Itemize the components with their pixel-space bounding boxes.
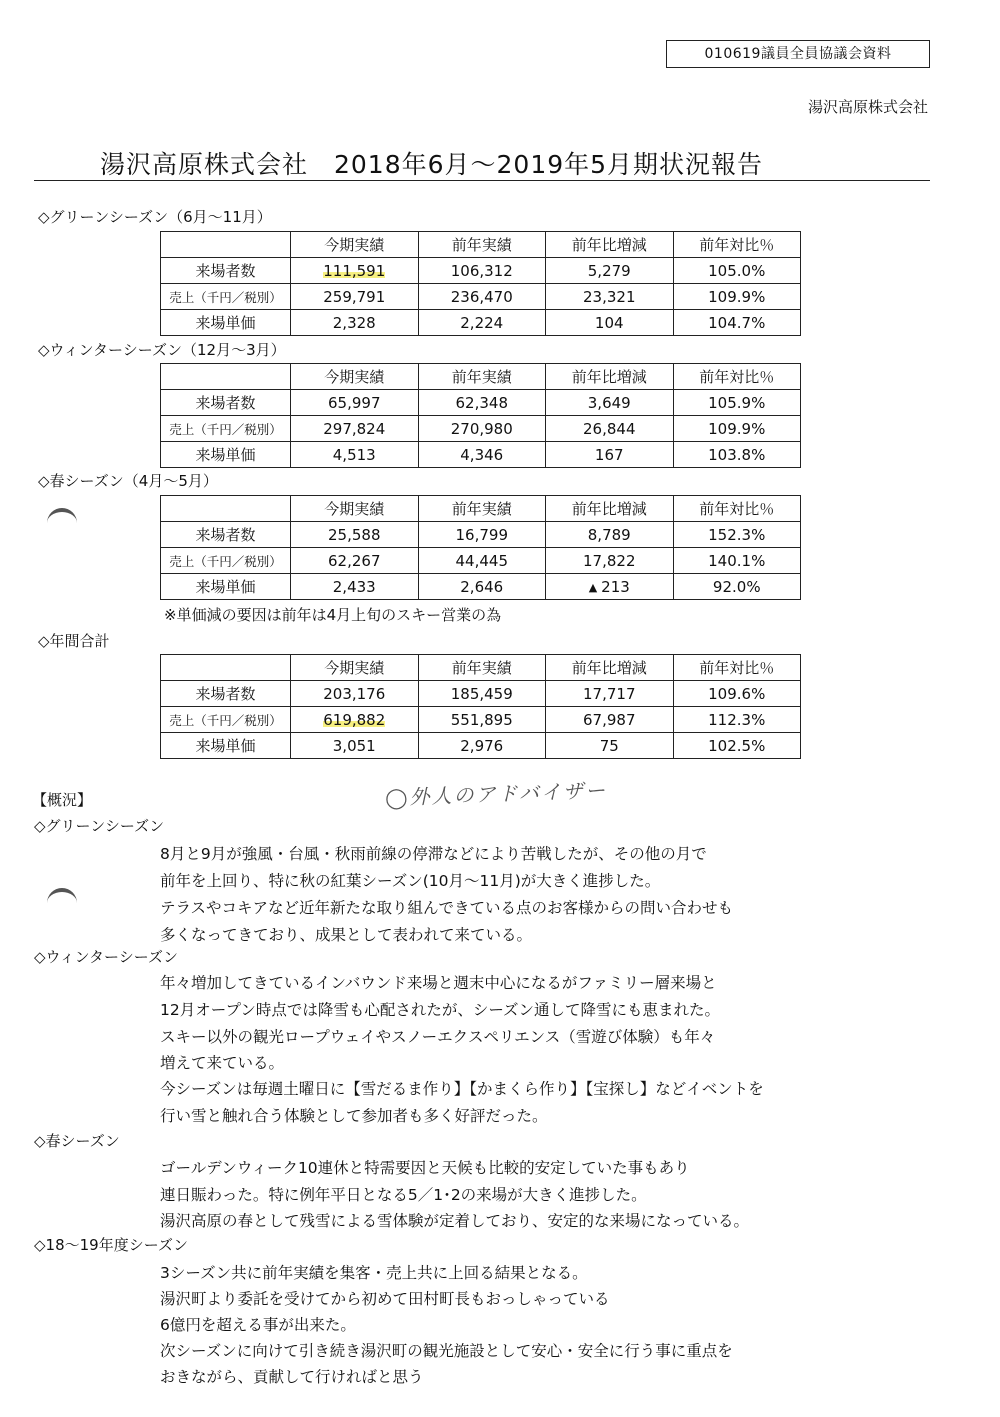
overview-winter-line: 行い雪と触れ合う体験として参加者も多く好評だった。 bbox=[160, 1107, 548, 1125]
overview-fy-heading: ◇18～19年度シーズン bbox=[34, 1236, 188, 1254]
overview-fy-line: 6億円を超える事が出来た。 bbox=[160, 1316, 356, 1334]
overview-fy-line: 湯沢町より委託を受けてから初めて田村町長もおっしゃっている bbox=[160, 1290, 610, 1308]
header-cell: 今期実績 bbox=[291, 655, 419, 681]
table-cell: 102.5% bbox=[673, 733, 801, 759]
table-cell: 105.9% bbox=[673, 390, 801, 416]
overview-green-line: テラスやコキアなど近年新たな取り組んできている点のお客様からの問い合わせも bbox=[160, 899, 734, 917]
table-cell: 185,459 bbox=[418, 681, 546, 707]
section-label-spring: ◇春シーズン（4月～5月） bbox=[38, 472, 218, 490]
table-cell: 109.6% bbox=[673, 681, 801, 707]
table-row bbox=[161, 574, 801, 600]
header-cell bbox=[161, 655, 291, 681]
table-cell: 5,279 bbox=[546, 258, 674, 284]
document-tag: 010619議員全員協議会資料 bbox=[666, 40, 930, 68]
table-cell: 203,176 bbox=[291, 681, 419, 707]
table-cell: 104 bbox=[546, 310, 674, 336]
overview-heading: 【概況】 bbox=[32, 791, 93, 809]
overview-spring-line: 連日賑わった。特に例年平日となる5／1･2の来場が大きく進捗した。 bbox=[160, 1186, 647, 1204]
table-row bbox=[161, 310, 801, 336]
header-cell bbox=[161, 496, 291, 522]
table-cell: 62,348 bbox=[418, 390, 546, 416]
table-header-row bbox=[161, 655, 801, 681]
table-row bbox=[161, 258, 801, 284]
section-label-annual: ◇年間合計 bbox=[38, 632, 110, 650]
header-cell: 前年比増減 bbox=[546, 364, 674, 390]
row-label: 来場者数 bbox=[161, 390, 291, 416]
spring-note: ※単価減の要因は前年は4月上旬のスキー営業の為 bbox=[164, 606, 502, 624]
row-label: 売上（千円／税別） bbox=[161, 548, 291, 574]
overview-winter-line: 増えて来ている。 bbox=[160, 1054, 285, 1072]
table-row bbox=[161, 390, 801, 416]
table-cell: 17,717 bbox=[546, 681, 674, 707]
row-label: 売上（千円／税別） bbox=[161, 707, 291, 733]
table-cell bbox=[291, 707, 419, 733]
table-row bbox=[161, 548, 801, 574]
table-cell: 17,822 bbox=[546, 548, 674, 574]
table-cell: 104.7% bbox=[673, 310, 801, 336]
table-cell: 2,224 bbox=[418, 310, 546, 336]
table-cell: 26,844 bbox=[546, 416, 674, 442]
overview-fy-line: 3シーズン共に前年実績を集客・売上共に上回る結果となる。 bbox=[160, 1264, 588, 1282]
table-annual-total bbox=[160, 654, 801, 759]
table-cell: 3,051 bbox=[291, 733, 419, 759]
row-label: 売上（千円／税別） bbox=[161, 416, 291, 442]
company-name: 湯沢高原株式会社 bbox=[807, 98, 928, 116]
table-cell: 16,799 bbox=[418, 522, 546, 548]
header-cell: 今期実績 bbox=[291, 232, 419, 258]
section-label-winter: ◇ウィンターシーズン（12月～3月） bbox=[38, 341, 286, 359]
table-cell: 4,346 bbox=[418, 442, 546, 468]
table-cell: 297,824 bbox=[291, 416, 419, 442]
title-underline bbox=[34, 180, 930, 181]
header-cell: 前年対比％ bbox=[673, 232, 801, 258]
header-cell: 前年比増減 bbox=[546, 655, 674, 681]
punch-hole-icon bbox=[47, 508, 77, 538]
table-winter-season bbox=[160, 363, 801, 468]
header-cell: 前年対比％ bbox=[673, 496, 801, 522]
table-row bbox=[161, 522, 801, 548]
table-cell: 103.8% bbox=[673, 442, 801, 468]
table-cell: 44,445 bbox=[418, 548, 546, 574]
table-cell: 75 bbox=[546, 733, 674, 759]
overview-green-line: 前年を上回り、特に秋の紅葉シーズン(10月～11月)が大きく進捗した。 bbox=[160, 872, 661, 890]
table-cell: 92.0% bbox=[673, 574, 801, 600]
highlighted-value: 111,591 bbox=[323, 261, 386, 280]
overview-green-line: 8月と9月が強風・台風・秋雨前線の停滞などにより苦戦したが、その他の月で bbox=[160, 845, 707, 863]
table-cell bbox=[546, 574, 674, 600]
table-cell: 2,976 bbox=[418, 733, 546, 759]
table-cell: 3,649 bbox=[546, 390, 674, 416]
row-label: 来場者数 bbox=[161, 681, 291, 707]
table-cell: 23,321 bbox=[546, 284, 674, 310]
header-cell: 前年比増減 bbox=[546, 232, 674, 258]
table-header-row bbox=[161, 496, 801, 522]
table-cell: 109.9% bbox=[673, 284, 801, 310]
overview-winter-line: 今シーズンは毎週土曜日に【雪だるま作り】【かまくら作り】【宝探し】などイベントを bbox=[160, 1080, 764, 1098]
header-cell: 今期実績 bbox=[291, 496, 419, 522]
row-label: 売上（千円／税別） bbox=[161, 284, 291, 310]
overview-fy-line: おきながら、貢献して行ければと思う bbox=[160, 1368, 424, 1386]
row-label: 来場単価 bbox=[161, 442, 291, 468]
table-cell: 2,433 bbox=[291, 574, 419, 600]
row-label: 来場単価 bbox=[161, 574, 291, 600]
overview-winter-line: スキー以外の観光ロープウェイやスノーエクスペリエンス（雪遊び体験）も年々 bbox=[160, 1028, 716, 1046]
header-cell: 前年実績 bbox=[418, 232, 546, 258]
header-cell bbox=[161, 232, 291, 258]
overview-winter-line: 年々増加してきているインバウンド来場と週末中心になるがファミリー層来場と bbox=[160, 974, 717, 992]
header-cell: 今期実績 bbox=[291, 364, 419, 390]
header-cell: 前年実績 bbox=[418, 364, 546, 390]
table-spring-season bbox=[160, 495, 801, 600]
header-cell bbox=[161, 364, 291, 390]
table-row bbox=[161, 284, 801, 310]
table-cell: 2,646 bbox=[418, 574, 546, 600]
header-cell: 前年実績 bbox=[418, 655, 546, 681]
table-header-row bbox=[161, 232, 801, 258]
overview-spring-line: 湯沢高原の春として残雪による雪体験が定着しており、安定的な来場になっている。 bbox=[160, 1212, 750, 1230]
page-title: 湯沢高原株式会社 2018年6月～2019年5月期状況報告 bbox=[100, 150, 764, 179]
overview-fy-line: 次シーズンに向けて引き続き湯沢町の観光施設として安心・安全に行う事に重点を bbox=[160, 1342, 733, 1360]
table-cell: 8,789 bbox=[546, 522, 674, 548]
header-cell: 前年対比％ bbox=[673, 364, 801, 390]
negative-triangle-icon: ▲ bbox=[588, 580, 598, 594]
table-cell: 62,267 bbox=[291, 548, 419, 574]
row-label: 来場単価 bbox=[161, 733, 291, 759]
table-cell: 270,980 bbox=[418, 416, 546, 442]
overview-spring-heading: ◇春シーズン bbox=[34, 1132, 120, 1150]
overview-winter-line: 12月オープン時点では降雪も心配されたが、シーズン通して降雪にも恵まれた。 bbox=[160, 1001, 721, 1019]
table-cell: 140.1% bbox=[673, 548, 801, 574]
table-cell: 106,312 bbox=[418, 258, 546, 284]
table-cell: 109.9% bbox=[673, 416, 801, 442]
table-header-row bbox=[161, 364, 801, 390]
table-row bbox=[161, 416, 801, 442]
header-cell: 前年対比％ bbox=[673, 655, 801, 681]
table-cell: 167 bbox=[546, 442, 674, 468]
table-cell bbox=[291, 258, 419, 284]
highlighted-value: 619,882 bbox=[323, 710, 386, 729]
table-cell: 65,997 bbox=[291, 390, 419, 416]
table-cell: 259,791 bbox=[291, 284, 419, 310]
table-green-season bbox=[160, 231, 801, 336]
table-cell: 551,895 bbox=[418, 707, 546, 733]
table-cell: 2,328 bbox=[291, 310, 419, 336]
table-cell: 67,987 bbox=[546, 707, 674, 733]
table-row bbox=[161, 681, 801, 707]
overview-winter-heading: ◇ウィンターシーズン bbox=[34, 948, 178, 966]
row-label: 来場者数 bbox=[161, 258, 291, 284]
table-cell: 236,470 bbox=[418, 284, 546, 310]
table-cell: 152.3% bbox=[673, 522, 801, 548]
overview-green-line: 多くなってきており、成果として表われて来ている。 bbox=[160, 926, 533, 944]
table-cell: 112.3% bbox=[673, 707, 801, 733]
overview-green-heading: ◇グリーンシーズン bbox=[34, 817, 165, 835]
overview-spring-line: ゴールデンウィーク10連休と特需要因と天候も比較的安定していた事もあり bbox=[160, 1159, 690, 1177]
section-label-green: ◇グリーンシーズン（6月～11月） bbox=[38, 208, 272, 226]
header-cell: 前年比増減 bbox=[546, 496, 674, 522]
table-cell: 4,513 bbox=[291, 442, 419, 468]
table-row bbox=[161, 733, 801, 759]
row-label: 来場単価 bbox=[161, 310, 291, 336]
table-row bbox=[161, 442, 801, 468]
header-cell: 前年実績 bbox=[418, 496, 546, 522]
handwritten-note: ◯外人のアドバイザー bbox=[384, 778, 608, 810]
table-row bbox=[161, 707, 801, 733]
punch-hole-icon bbox=[47, 888, 77, 918]
table-cell: 25,588 bbox=[291, 522, 419, 548]
decrease-value: 213 bbox=[601, 577, 630, 596]
table-cell: 105.0% bbox=[673, 258, 801, 284]
row-label: 来場者数 bbox=[161, 522, 291, 548]
